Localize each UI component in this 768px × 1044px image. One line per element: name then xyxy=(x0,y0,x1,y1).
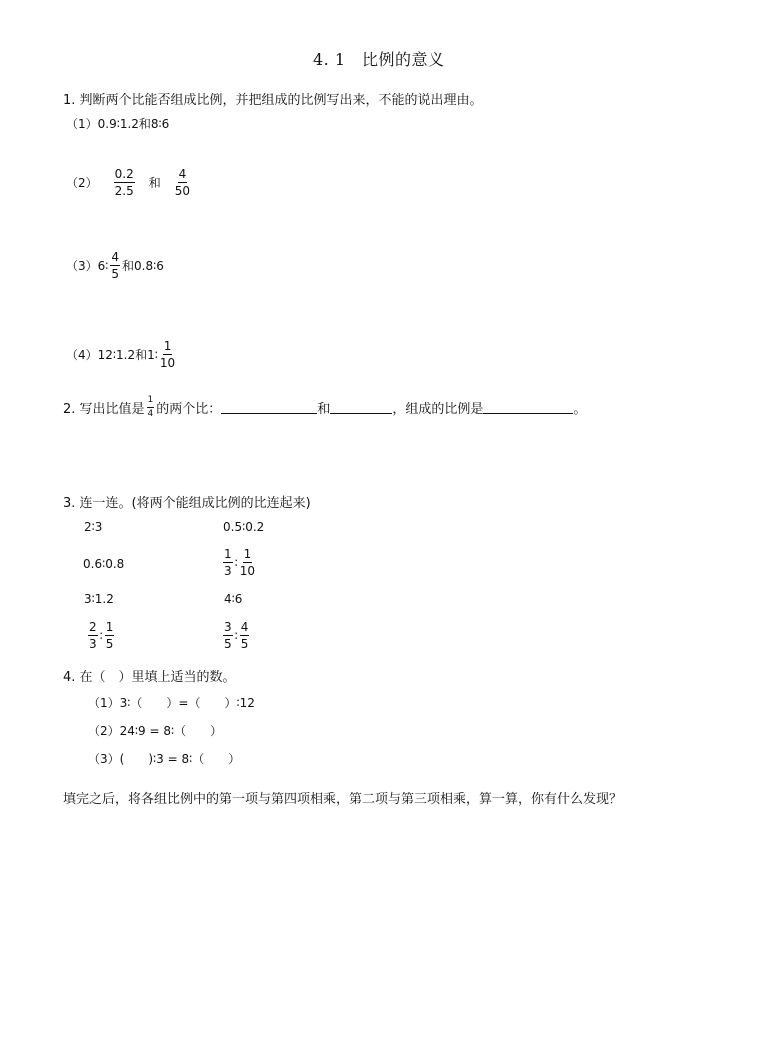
q1-item-1: （1）0.9∶1.2和8∶6 xyxy=(66,117,170,131)
q3-right-ratio-4 xyxy=(221,621,251,650)
q3-stem: 3. 连一连。(将两个能组成比例的比连起来) xyxy=(63,496,311,511)
fraction-numerator: 4 xyxy=(178,167,187,181)
connector-word: 和 xyxy=(148,176,161,190)
fraction xyxy=(240,548,255,577)
q1-item-3-rest: 和0.8∶6 xyxy=(122,259,164,273)
q3-right-ratio-1: 0.5∶0.2 xyxy=(223,520,265,534)
q1-item-4-label: （4）12∶1.2和1∶ xyxy=(66,348,158,362)
fraction-denominator: 2.5 xyxy=(114,184,134,198)
q4-item-3: （3）( )∶3 = 8∶（ ） xyxy=(88,752,241,766)
fraction-numerator: 2 xyxy=(89,620,97,634)
answer-blank-1[interactable] xyxy=(221,401,317,414)
fraction-denominator: 3 xyxy=(224,564,232,578)
answer-blank-3[interactable] xyxy=(483,401,573,414)
fraction-numerator: 3 xyxy=(224,620,232,634)
fraction-numerator: 1 xyxy=(147,396,155,408)
fraction-numerator: 0.2 xyxy=(114,167,134,181)
ratio-separator: ∶ xyxy=(234,628,238,643)
fraction xyxy=(160,340,175,369)
fraction-denominator: 5 xyxy=(240,637,249,651)
fraction-numerator: 4 xyxy=(240,620,249,634)
q2-and: 和 xyxy=(317,402,331,417)
fraction-numerator: 1 xyxy=(163,339,172,353)
answer-blank-2[interactable] xyxy=(330,401,392,414)
fraction-numerator: 1 xyxy=(224,547,232,561)
fraction xyxy=(240,621,250,650)
fraction xyxy=(147,396,155,419)
q1-item-4 xyxy=(66,340,177,369)
q4-item-2: （2）24∶9 = 8∶（ ） xyxy=(88,724,223,738)
q3-left-ratio-1: 2∶3 xyxy=(84,520,103,534)
q1-item-2-label: （2） xyxy=(66,176,98,190)
q4-stem: 4. 在（ ）里填上适当的数。 xyxy=(63,670,236,685)
fraction xyxy=(223,548,233,577)
q2 xyxy=(63,396,586,419)
fraction-denominator: 10 xyxy=(159,356,176,370)
fraction-numerator: 1 xyxy=(105,620,114,634)
fraction-denominator: 50 xyxy=(174,184,191,198)
q2-prefix: 2. 写出比值是 xyxy=(63,402,145,417)
fraction xyxy=(223,621,233,650)
q1-item-3 xyxy=(66,251,164,280)
fraction-denominator: 5 xyxy=(224,637,232,651)
fraction-numerator: 1 xyxy=(243,547,252,561)
q2-mid: 的两个比： xyxy=(156,402,222,417)
ratio-separator: ∶ xyxy=(234,555,238,570)
fraction-denominator: 5 xyxy=(105,637,114,651)
fraction xyxy=(88,621,98,650)
fraction-denominator: 3 xyxy=(89,637,97,651)
q2-end: 。 xyxy=(573,402,587,417)
page-title: 4. 1 比例的意义 xyxy=(313,50,445,69)
q3-right-ratio-2 xyxy=(221,548,257,577)
fraction-denominator: 5 xyxy=(111,267,120,281)
q3-right-ratio-3: 4∶6 xyxy=(224,592,243,606)
fraction xyxy=(175,168,190,197)
fraction xyxy=(110,251,120,280)
ratio-separator: ∶ xyxy=(99,628,103,643)
q1-item-3-label: （3）6∶ xyxy=(66,259,109,273)
followup-question: 填完之后，将各组比例中的第一项与第四项相乘，第二项与第三项相乘，算一算，你有什么发现？ xyxy=(63,792,623,807)
q2-comma: ，组成的比例是 xyxy=(392,402,484,417)
fraction-denominator: 4 xyxy=(147,409,154,419)
q3-left-ratio-3: 3∶1.2 xyxy=(84,592,114,606)
fraction xyxy=(114,168,135,197)
fraction-numerator: 4 xyxy=(111,250,120,264)
q1-stem: 1. 判断两个比能否组成比例，并把组成的比例写出来，不能的说出理由。 xyxy=(63,93,483,108)
q3-left-ratio-2: 0.6∶0.8 xyxy=(83,557,125,571)
fraction-denominator: 10 xyxy=(239,564,256,578)
q1-item-2 xyxy=(66,168,192,197)
q3-left-ratio-4 xyxy=(86,621,116,650)
q4-item-1: （1）3∶（ ）=（ ）∶12 xyxy=(88,696,255,710)
fraction xyxy=(105,621,115,650)
